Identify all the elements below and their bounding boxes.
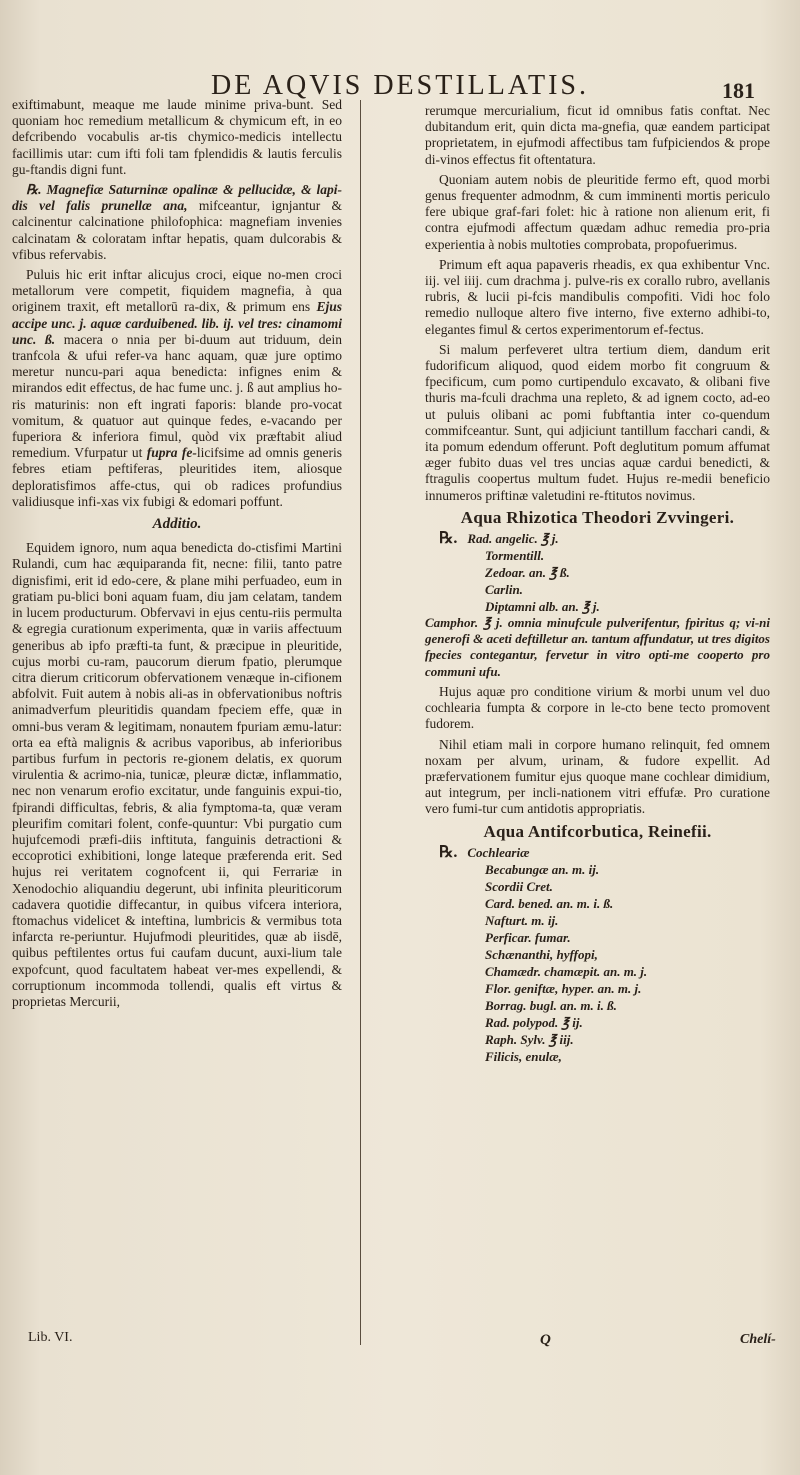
recipe-line: Schænanthi, hyffopi, [485,946,598,962]
recipe-line: Chamædr. chamæpit. an. m. j. [485,963,648,979]
recipe-line: Becabungæ an. m. ij. [485,861,600,877]
recipe-line: Flor. geniftæ, hyper. an. m. j. [485,980,642,996]
recipe-line: Card. bened. an. m. i. ß. [485,895,614,911]
recipe-line: Borrag. bugl. an. m. i. ß. [485,997,617,1013]
recipe-instruction: Camphor. ℥ j. omnia minufcule pulverifentur, fpiritus q; vi-ni generofi & aceti deftilletur an. tantum affundatur, ut tres digitos fpecies contegantur, fervetur in vitro opti-me cooperto pro communi ufu. [425,615,770,679]
recipe-sign: ℞. [439,843,458,861]
recipe-text: mifceantur, ignjantur & calcinentur calcinatione philofophica: magnefiam invenies calcinatam & coloratam inftar hepatis, quam dulcorabis & vfibus refervabis. [12,198,343,262]
ingredient: Rad. angelic. ℥ j. [467,531,559,547]
signature-mark: Q [540,1332,551,1348]
recipe-line [425,530,770,547]
column-divider [360,100,361,1345]
section-heading: Additio. [152,516,202,533]
recipe-line: Zedoar. an. ℥ ß. [485,565,570,581]
paragraph: Hujus aquæ pro conditione virium & morbi unum vel duo cochlearia fumpta & corpore in le-cto bene tecto promovent fudorem. [425,683,770,732]
paragraph [12,267,342,510]
text-run-italic: fupra fe- [146,445,197,461]
recipe-line: Filicis, enulæ, [485,1048,562,1064]
text-run: Puluis hic erit inftar alicujus croci, eique no-men croci metallorum vere competit, fiquidem magnefia, à qua originem traxit, eft metallorū ra-dix, & primum ens [12,267,342,315]
recipe-line: Diptamni alb. an. ℥ j. [485,599,600,615]
paragraph: Quoniam autem nobis de pleuritide fermo eft, quod morbi genus frequenter admodnm, & cum imminenti mortis periculo fere ubique graf-fari folet: hic à ratione non alienum erit, fi contra ejufmodi affectum quædam adhuc remedia pro-pria experientia à nobis multoties comprobata, propofuerimus. [425,171,770,252]
text-run: macera o nnia per bi-duum aut triduum, dein tranfcola & ufui refer-va hanc aquam, quæ jure optimo meretur nuncu-pari aqua benedicta: infignes enim & mirandos edit effectus, de hac fume unc. j. ß aut amplius ho-ris maturinis: non eft ingrati faporis: blande pro-vocat vomitum, & quatuor aut quinque fedes, e-vacando per fuperiora & inferiora fimul, quòd vix præftabit aliud remedium. Vfurpatur ut [12,331,342,461]
paragraph: rerumque mercurialium, ficut id omnibus fatis conftat. Nec dubitandum erit, quin dicta ma-gnefia, quæ eandem participat proprietatem, in ejufmodi affectibus tam fufpiciendos & prope di-vinos effectus fit oftentatura. [425,103,770,167]
recipe-list [425,844,770,1065]
section-heading: Aqua Antifcorbutica, Reinefii. [483,821,712,841]
paragraph: Si malum perfeveret ultra tertium diem, dandum erit fudorificum aliquod, quod eidem morbo fit congruum & fpecificum, cum pomo curtipendulo excavato, & olibani five thuris ma-fculi drachma una repleto, & ad ignem cocto, ad-eo ut puluis olibani ac pomi fubftantia inter co-quendum commifceantur. Sunt, qui adjiciunt tantillum facchari candi, & ita pomum edendum offerunt. Poft deglutitum pomum affumat æger fubito duas vel tres uncias aquæ cardui benedicti, & ftragulis coopertus multum fudet. Hujus re-medii beneficio innumeros priftinæ valetudini re-ftitutos novimus. [425,341,770,503]
catchword: Chelí- [740,1332,776,1347]
ingredient: Cochleariæ [467,844,530,860]
text-run: licifsime ad omnis generis febres etiam peftiferas, pleuritides item, aliosque deploratisfimos affe-ctus, qui ob radices profundius validiusque infi-xas vix fubigi & edomari poffunt. [12,445,343,509]
left-column [12,97,342,1014]
paragraph [12,182,342,263]
recipe-sign: ℞. [439,530,458,548]
recipe-line: Tormentill. [485,548,545,564]
recipe-label: ℞. Magnefiæ Saturninæ opalinæ & pellucidæ, & lapi-dis vel falis prunellæ ana, [12,182,342,214]
recipe-line [425,844,770,861]
recipe-line: Raph. Sylv. ℥ iij. [485,1031,574,1047]
text-run-italic: Ejus accipe unc. j. aquæ carduibened. lib. ij. vel tres: cinamomi unc. ß. [12,299,343,347]
paragraph: Equidem ignoro, num aqua benedicta do-ctisfimi Martini Rulandi, cum hac æquiparanda fit, necne: filii, tanto patre dignisfimi, erit id edo-cere, & plane mihi perfuadeo, eum in gratiam pu-blici boni aquam fuam, diu jam celatam, tandem in lucem producturum. Obfervavi in ejus centu-riis permulta & egregia curationum experimenta, quæ in variis affectuum generibus ab ipfo præfti-ta funt, & præcipue in pleuritide, cujus morbi cu-ram, paucorum dierum fpatio, plerumque citra dierum criticorum obfervationem venæque in-cifionem abfolvit. Fuit autem à nobis ali-as in obfervationibus noftris animadverfum pleuritidis quandam fpeciem effe, quæ in omni-bus veram & legitimam, nonautem fpuriam æmu-latur: orta ea eftà malignis & acribus vaporibus, ab inferioribus partibus furfum in pectoris re-gionem delatis, ex quorum virulentia & acrimo-nia, tunicæ, pleuræ dictæ, inflammatio, nec non venarum erofio excitatur, unde fanguinis expui-tio, fpirandi difficultas, febris, & alia fymptoma-ta, quæ veram pleurifim comitari folent, confe-quuntur: Vbi purgatio cum hujufcemodi præfi-diis inftituta, fanguinis detractioni & eccoprotici exhibitioni, longe lateque præferenda erit. Sed hujus rei veritatem cognofcent ii, qui Ferrariæ in Xenodochio aliquandiu degerunt, ubi infinita pleuriticorum cadavera quotidie diffecantur, in quibus vifcera interiora, ftomachus videlicet & inteftina, lumbricis & vermibus tota infarcta re-periuntur. Hujufmodi pleuritides, quæ ab iisdē, quibus peftilentes ortus fui caufam ducunt, auxi-lium tale expofcunt, quod facultatem habeat ver-mes expellendi, & corruptionum incommoda tollendi, qualis eft virtus & proprietas Mercurii, [12,540,342,1009]
paragraph: Nihil etiam mali in corpore humano relinquit, fed omnem noxam per alvum, urinam, & fudore expellit. Ad præfervationem fumitur ejus quoque mane cochlear dimidium, aut integrum, per incli-nationem vitri effufæ. Pro curatione vero fumi-tur cum antidotis appropriatis. [425,736,770,817]
section-heading: Aqua Rhizotica Theodori Zvvingeri. [460,507,735,527]
recipe-line: Nafturt. m. ij. [485,912,559,928]
right-column [425,103,770,1065]
running-title: DE AQVIS DESTILLATIS. [211,70,589,101]
paragraph: Primum eft aqua papaveris rheadis, ex qua exhibentur Vnc. iij. vel iiij. cum drachma j. pulve-ris ex corallo rubro, avellanis rubris, & lucii pi-fcis mandibulis compofiti. Vidi hoc folo remedio nulloque altero five interno, five externo adhibi-to, elegantes fimul & certos experimentorum ef-fectus. [425,256,770,337]
recipe-line: Perficar. fumar. [485,929,571,945]
recipe-line: Rad. polypod. ℥ ij. [485,1014,583,1030]
page-number: 181 [722,78,755,103]
recipe-line: Scordii Cret. [485,878,553,894]
recipe-line: Carlin. [485,582,523,598]
paragraph: exiftimabunt, meaque me laude minime priva-bunt. Sed quoniam hoc remedium metallicum & chymicum eft, in eo defcribendo vocabulis ar-tis chymico-medicis intellectu facillimis utar: cum ifti foli tam fplendidis & lautis ferculis gu-ftandis digni funt. [12,97,342,177]
book-reference: Lib. VI. [28,1330,73,1345]
recipe-list [425,530,770,615]
